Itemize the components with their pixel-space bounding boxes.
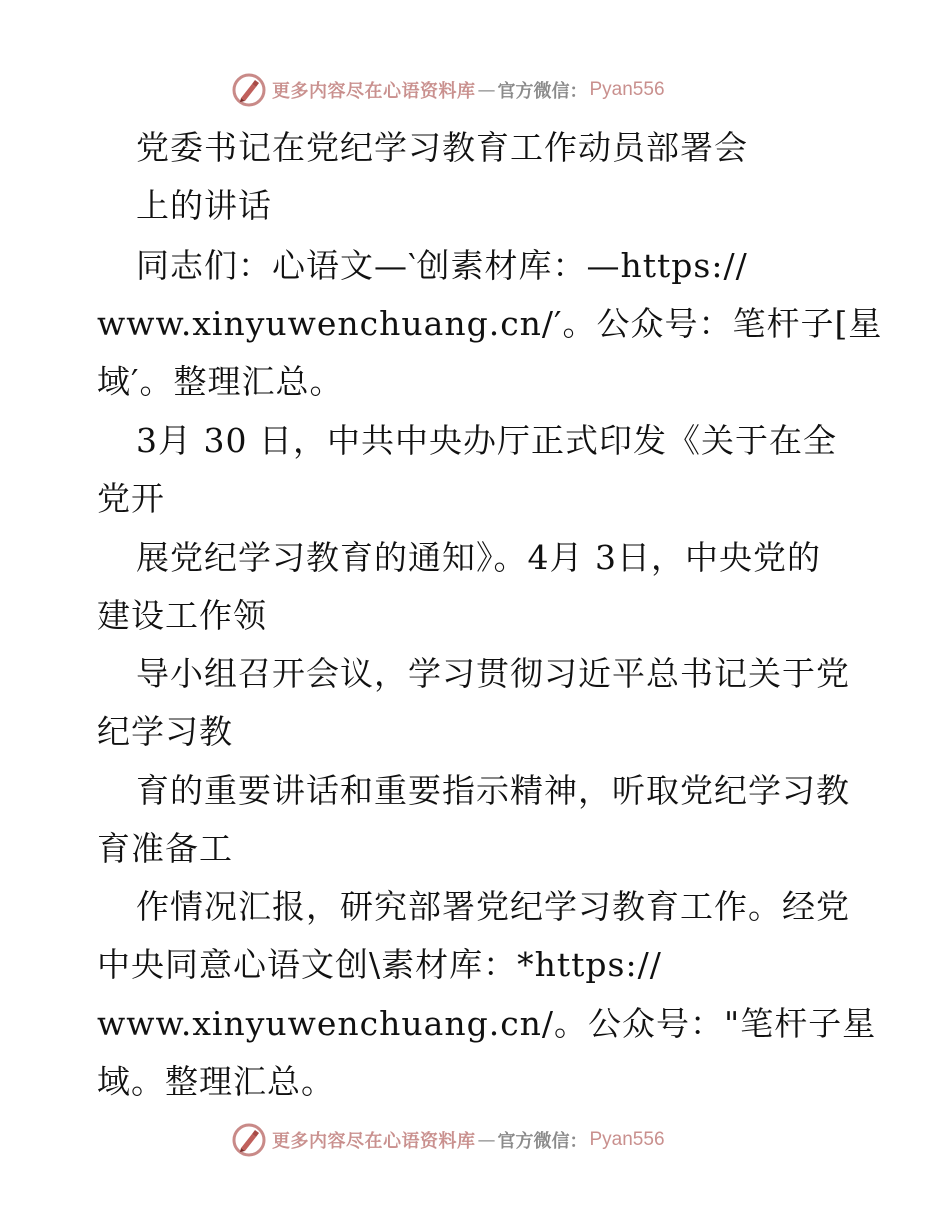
body-line: 育准备工 (97, 829, 233, 868)
body-line: www.xinyuwenchuang.cn/′。公众号：笔杆子[星 (97, 304, 883, 343)
footer-banner (232, 1122, 665, 1158)
title-line-1: 党委书记在党纪学习教育工作动员部署会 (136, 128, 748, 167)
banner-site-text: 更多内容尽在心语资料库 (272, 81, 476, 102)
banner-wechat-label: 官方微信： (497, 1131, 588, 1152)
pen-logo-icon (232, 73, 266, 107)
body-line: 域。整理汇总。 (97, 1062, 335, 1101)
body-line: 同志们：心语文—‵创素材库：—https:// (136, 246, 748, 285)
body-line: 3月 30 日，中共中央办厅正式印发《关于在全 (136, 421, 837, 460)
body-line: 育的重要讲话和重要指示精神，听取党纪学习教 (136, 771, 850, 810)
banner-dash: — (477, 1129, 496, 1151)
banner-wechat-id: Pyan556 (589, 1129, 665, 1150)
body-line: 中央同意心语文创\素材库：*https:// (97, 945, 662, 984)
body-line: 导小组召开会议，学习贯彻习近平总书记关于党 (136, 654, 850, 693)
body-line: 建设工作领 (97, 596, 267, 635)
body-line: 展党纪学习教育的通知》。4月 3日，中央党的 (136, 538, 821, 577)
body-line: 党开 (97, 479, 165, 518)
banner-dash: — (477, 79, 496, 101)
body-line: www.xinyuwenchuang.cn/。公众号："笔杆子星 (97, 1004, 877, 1043)
body-line: 作情况汇报，研究部署党纪学习教育工作。经党 (136, 887, 850, 926)
pen-logo-icon (232, 1123, 266, 1157)
banner-wechat-label: 官方微信： (497, 81, 588, 102)
title-line-2: 上的讲话 (136, 186, 272, 225)
body-line: 纪学习教 (97, 712, 233, 751)
banner-wechat-id: Pyan556 (589, 79, 665, 100)
body-line: 域′。整理汇总。 (97, 362, 344, 401)
banner-site-text: 更多内容尽在心语资料库 (272, 1131, 476, 1152)
header-banner (232, 72, 665, 108)
